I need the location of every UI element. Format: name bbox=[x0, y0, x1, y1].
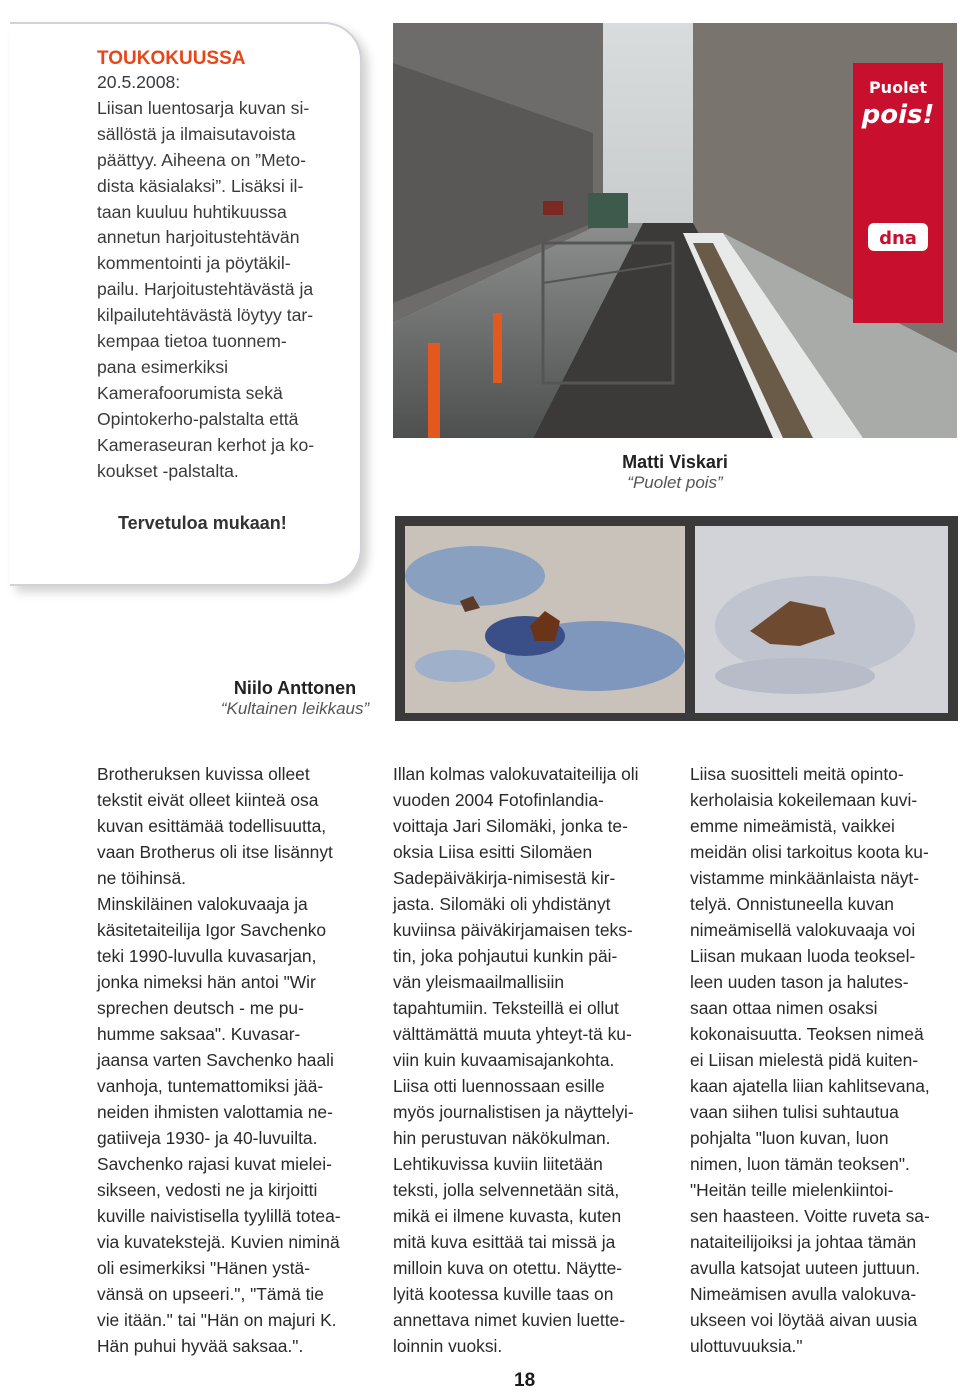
text-line: Illan kolmas valokuvataiteilija oli bbox=[393, 764, 639, 784]
article-column-3 bbox=[690, 761, 956, 1359]
text-line: vänsä on upseeri.", "Tämä tie bbox=[97, 1284, 324, 1304]
text-line: sen haasteen. Voitte ruveta sa- bbox=[690, 1206, 930, 1226]
text-line: kerholaisia kokeilemaan kuvi- bbox=[690, 790, 918, 810]
info-line: taan kuuluu huhtikuussa bbox=[97, 201, 287, 222]
text-line: mikä ei ilmene kuvasta, kuten bbox=[393, 1206, 622, 1226]
text-line: vaan siihen tulisi suhtautua bbox=[690, 1102, 899, 1122]
text-line: Lehtikuvissa kuviin liitetään bbox=[393, 1154, 603, 1174]
text-line: Savchenko rajasi kuvat mielei- bbox=[97, 1154, 332, 1174]
info-line: koukset -palstalta. bbox=[97, 460, 239, 481]
ad-sign-line1: Puolet bbox=[868, 78, 928, 97]
text-line: viin kuin kuvaamisajankohta. bbox=[393, 1050, 615, 1070]
text-line: käsitetaiteilija Igor Savchenko bbox=[97, 920, 327, 940]
text-line: milloin kuva on otettu. Näytte- bbox=[393, 1258, 623, 1278]
text-line: sprechen deutsch - me pu- bbox=[97, 998, 304, 1018]
text-line: lyitä kootessa kuville taas on bbox=[393, 1284, 614, 1304]
ad-sign-line2: pois! bbox=[861, 100, 935, 130]
text-line: nimeämisellä valokuvaaja voi bbox=[690, 920, 916, 940]
info-line: Liisan luentosarja kuvan si- bbox=[97, 97, 310, 118]
info-line: kommentointi ja pöytäkil- bbox=[97, 253, 291, 274]
text-line: via kuvatekstejä. Kuvien niminä bbox=[97, 1232, 340, 1252]
text-line: kokonaisuutta. Teoksen nimeä bbox=[690, 1024, 924, 1044]
text-line: gatiiveja 1930- ja 40-luvuilta. bbox=[97, 1128, 318, 1148]
text-line: hin perustuvan näkökulman. bbox=[393, 1128, 611, 1148]
info-line: Kameraseuran kerhot ja ko- bbox=[97, 434, 315, 455]
text-line: Liisa otti luennossaan esille bbox=[393, 1076, 605, 1096]
photo1-title: “Puolet pois” bbox=[627, 473, 723, 492]
text-line: vaan Brotherus oli itse lisännyt bbox=[97, 842, 333, 862]
text-line: loinnin vuoksi. bbox=[393, 1336, 503, 1356]
street-photo-image bbox=[393, 23, 957, 438]
info-line: 20.5.2008: bbox=[97, 72, 181, 92]
text-line: mitä kuva esittää tai missä ja bbox=[393, 1232, 616, 1252]
text-line: tapahtumiin. Teksteillä ei ollut bbox=[393, 998, 619, 1018]
info-line: Kamerafoorumista sekä bbox=[97, 382, 283, 403]
info-line: annetun harjoitustehtävän bbox=[97, 227, 300, 248]
photo2-author: Niilo Anttonen bbox=[233, 678, 357, 698]
leaf-photo-image bbox=[395, 516, 958, 721]
text-line: tin, joka pohjautui kunkin päi- bbox=[393, 946, 618, 966]
article-column-2 bbox=[393, 761, 668, 1359]
text-line: emme nimeämistä, vaikkei bbox=[690, 816, 895, 836]
text-line: vuoden 2004 Fotofinlandia- bbox=[393, 790, 604, 810]
text-line: voittaja Jari Silomäki, jonka te- bbox=[393, 816, 628, 836]
info-line: dista käsialaksi”. Lisäksi il- bbox=[97, 175, 304, 196]
text-line: Brotheruksen kuvissa olleet bbox=[97, 764, 310, 784]
info-line: päättyy. Aiheena on ”Meto- bbox=[97, 149, 306, 170]
welcome-text: Tervetuloa mukaan! bbox=[118, 513, 287, 533]
text-line: vistamme minkäänlaista näyt- bbox=[690, 868, 920, 888]
text-line: jonka nimeksi hän antoi "Wir bbox=[97, 972, 316, 992]
info-line: pailu. Harjoitustehtävästä ja bbox=[97, 279, 314, 300]
text-line: oli esimerkiksi "Hänen ystä- bbox=[97, 1258, 310, 1278]
info-box-heading: TOUKOKUUSSA bbox=[97, 48, 246, 69]
text-line: neiden ihmisten valottamia ne- bbox=[97, 1102, 333, 1122]
text-line: annettava nimet kuvien luette- bbox=[393, 1310, 626, 1330]
text-line: kaan ajatella liian kahlitsevana, bbox=[690, 1076, 930, 1096]
text-line: välttämättä muuta yhteyt-tä ku- bbox=[393, 1024, 632, 1044]
page-number: 18 bbox=[514, 1370, 536, 1391]
text-line: myös journalistisen ja näyttelyi- bbox=[393, 1102, 634, 1122]
text-line: Hän puhui hyvää saksaa.". bbox=[97, 1336, 304, 1356]
text-line: jasta. Silomäki oli yhdistänyt bbox=[393, 894, 611, 914]
text-line: vie itään." tai "Hän on majuri K. bbox=[97, 1310, 337, 1330]
caption-photo2 bbox=[185, 678, 405, 719]
text-line: jaansa varten Savchenko haali bbox=[97, 1050, 334, 1070]
text-line: teki 1990-luvulla kuvasarjan, bbox=[97, 946, 317, 966]
text-line: vanhoja, tuntemattomiksi jää- bbox=[97, 1076, 324, 1096]
text-line: ulottuvuuksia." bbox=[690, 1336, 803, 1356]
text-line: tekstit eivät olleet kiinteä osa bbox=[97, 790, 319, 810]
text-line: meidän olisi tarkoitus koota ku- bbox=[690, 842, 929, 862]
text-line: ne töihinsä. bbox=[97, 868, 186, 888]
info-line: kilpailutehtävästä löytyy tar- bbox=[97, 305, 314, 326]
info-box-text bbox=[97, 70, 352, 485]
text-line: pohjalta "luon kuvan, luon bbox=[690, 1128, 889, 1148]
info-line: Opintokerho-palstalta että bbox=[97, 408, 299, 429]
text-line: nataiteilijoiksi ja johtaa tämän bbox=[690, 1232, 917, 1252]
photo-street-scene bbox=[393, 23, 957, 438]
text-line: kuviinsa päiväkirjamaisen teks- bbox=[393, 920, 633, 940]
text-line: kuvan esittämää todellisuutta, bbox=[97, 816, 327, 836]
text-line: humme saksaa". Kuvasar- bbox=[97, 1024, 301, 1044]
text-line: ei Liisan mielestä pidä kuiten- bbox=[690, 1050, 919, 1070]
text-line: sikseen, vedosti ne ja kirjoitti bbox=[97, 1180, 318, 1200]
text-line: nimen, luon tämän teoksen". bbox=[690, 1154, 910, 1174]
text-line: Minskiläinen valokuvaaja ja bbox=[97, 894, 308, 914]
info-line: kempaa tietoa tuonnem- bbox=[97, 331, 287, 352]
text-line: ukseen voi löytää aivan uusia bbox=[690, 1310, 918, 1330]
text-line: telyä. Onnistuneella kuvan bbox=[690, 894, 894, 914]
text-line: saan ottaa nimen osaksi bbox=[690, 998, 878, 1018]
text-line: Liisa suositteli meitä opinto- bbox=[690, 764, 904, 784]
article-column-1 bbox=[97, 761, 369, 1359]
photo1-author: Matti Viskari bbox=[622, 452, 728, 472]
text-line: vän yleismaailmallisiin bbox=[393, 972, 565, 992]
info-line: pana esimerkiksi bbox=[97, 356, 229, 377]
text-line: avulla katsojat uuteen juttuun. bbox=[690, 1258, 921, 1278]
ad-sign-logo: dna bbox=[879, 228, 917, 249]
text-line: Sadepäiväkirja-nimisestä kir- bbox=[393, 868, 616, 888]
photo-leaf-diptych bbox=[395, 516, 958, 721]
text-line: Liisan mukaan luoda teoksel- bbox=[690, 946, 916, 966]
info-line: sällöstä ja ilmaisutavoista bbox=[97, 123, 296, 144]
text-line: kuville naivistisella tyylillä totea- bbox=[97, 1206, 341, 1226]
caption-photo1 bbox=[560, 452, 790, 493]
text-line: leen uuden tason ja halutes- bbox=[690, 972, 909, 992]
text-line: Nimeämisen avulla valokuva- bbox=[690, 1284, 917, 1304]
text-line: "Heitän teille mielenkiintoi- bbox=[690, 1180, 894, 1200]
photo2-title: “Kultainen leikkaus” bbox=[220, 699, 370, 718]
text-line: oksia Liisa esitti Silomäen bbox=[393, 842, 593, 862]
text-line: teksti, jolla selvennetään sitä, bbox=[393, 1180, 620, 1200]
